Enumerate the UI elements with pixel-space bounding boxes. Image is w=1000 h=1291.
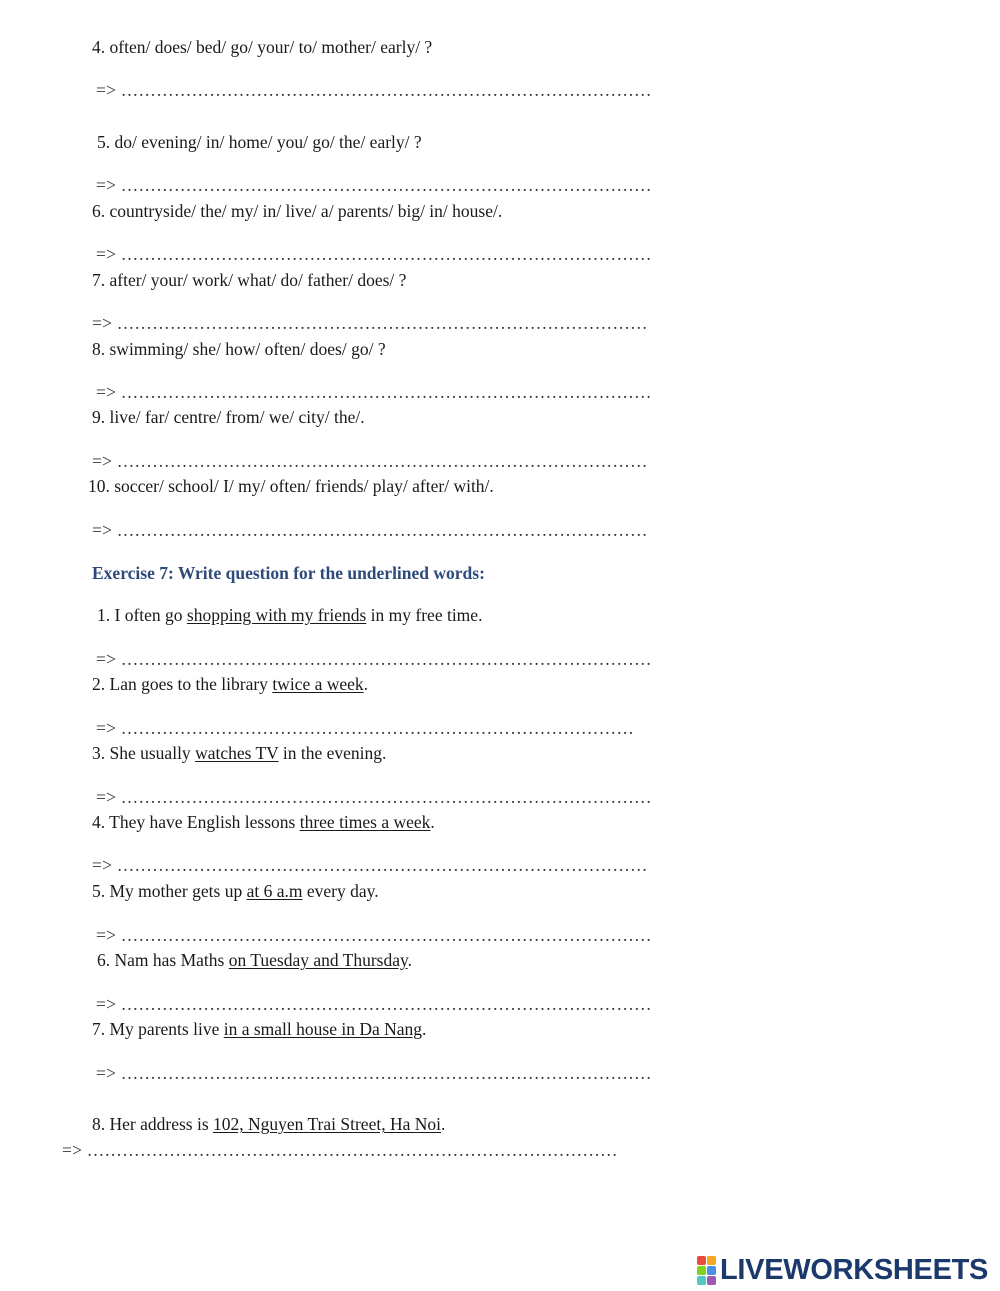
question-5-text: 5. do/ evening/ in/ home/ you/ go/ the/ early/ ?: [97, 132, 422, 152]
question-text: 1. I often go: [97, 605, 187, 625]
question-text: in my free time.: [366, 605, 483, 625]
question-text: 7. My parents live: [92, 1019, 224, 1039]
underlined-phrase: in a small house in Da Nang: [223, 1019, 423, 1039]
question-text: every day.: [302, 881, 379, 901]
exercise-7-heading: Exercise 7: Write question for the underlined words:: [92, 563, 485, 583]
question-text: .: [430, 812, 435, 832]
question-text: .: [422, 1019, 427, 1039]
answer-line-8[interactable]: => ………………………………………………………………………………: [96, 382, 652, 402]
question-text: 6. Nam has Maths: [97, 950, 229, 970]
question-text: 4. They have English lessons: [92, 812, 300, 832]
underlined-phrase: three times a week: [299, 812, 431, 832]
question-10-text: 10. soccer/ school/ I/ my/ often/ friends/ play/ after/ with/.: [88, 476, 494, 496]
question-text: .: [407, 950, 412, 970]
answer-line-9[interactable]: => ………………………………………………………………………………: [92, 451, 648, 471]
underlined-phrase: shopping with my friends: [186, 605, 367, 625]
question-text: .: [363, 674, 369, 694]
question-text: 2. Lan goes to the library: [92, 674, 273, 694]
logo-text: LIVEWORKSHEETS: [720, 1254, 989, 1286]
ex7-question-4: [92, 811, 435, 833]
question-text: 5. My mother gets up: [92, 881, 247, 901]
answer-line-4[interactable]: => ………………………………………………………………………………: [96, 80, 652, 100]
ex7-answer-line-6[interactable]: => ………………………………………………………………………………: [96, 994, 652, 1014]
ex7-answer-line-2[interactable]: => ……………………………………………………………………………: [96, 718, 635, 738]
underlined-phrase: twice a week: [272, 674, 364, 694]
question-text: 8. Her address is: [92, 1114, 214, 1134]
underlined-phrase: at 6 a.m: [246, 881, 303, 901]
ex7-question-3: [92, 742, 386, 764]
question-text: .: [441, 1114, 446, 1134]
answer-line-10[interactable]: => ………………………………………………………………………………: [92, 520, 648, 540]
ex7-answer-line-1[interactable]: => ………………………………………………………………………………: [96, 649, 652, 669]
answer-line-6[interactable]: => ………………………………………………………………………………: [96, 244, 652, 264]
ex7-answer-line-5[interactable]: => ………………………………………………………………………………: [96, 925, 652, 945]
ex7-question-7: [92, 1018, 426, 1040]
ex7-question-8: [92, 1113, 445, 1135]
underlined-phrase: watches TV: [195, 743, 279, 763]
ex7-question-1: [97, 604, 482, 626]
ex7-answer-line-4[interactable]: => ………………………………………………………………………………: [92, 855, 648, 875]
question-7-text: 7. after/ your/ work/ what/ do/ father/ does/ ?: [92, 270, 407, 290]
ex7-answer-line-7[interactable]: => ………………………………………………………………………………: [96, 1063, 652, 1083]
question-4-text: 4. often/ does/ bed/ go/ your/ to/ mother/ early/ ?: [92, 37, 433, 57]
answer-line-7[interactable]: => ………………………………………………………………………………: [92, 313, 648, 333]
ex7-question-5: [92, 880, 379, 902]
ex7-answer-line-3[interactable]: => ………………………………………………………………………………: [96, 787, 652, 807]
ex7-question-2: [92, 673, 368, 695]
logo-mark-icon: [697, 1256, 716, 1285]
answer-line-5[interactable]: => ………………………………………………………………………………: [96, 175, 652, 195]
question-8-text: 8. swimming/ she/ how/ often/ does/ go/ ?: [92, 339, 386, 359]
question-text: in the evening.: [278, 743, 387, 763]
question-text: 3. She usually: [92, 743, 196, 763]
underlined-phrase: 102, Nguyen Trai Street, Ha Noi: [213, 1114, 441, 1134]
ex7-question-6: [97, 949, 412, 971]
underlined-phrase: on Tuesday and Thursday: [228, 950, 408, 970]
ex7-answer-line-8[interactable]: => ………………………………………………………………………………: [62, 1140, 618, 1160]
question-6-text: 6. countryside/ the/ my/ in/ live/ a/ parents/ big/ in/ house/.: [92, 201, 503, 221]
liveworksheets-logo: [697, 1254, 988, 1286]
question-9-text: 9. live/ far/ centre/ from/ we/ city/ the/.: [92, 407, 365, 427]
